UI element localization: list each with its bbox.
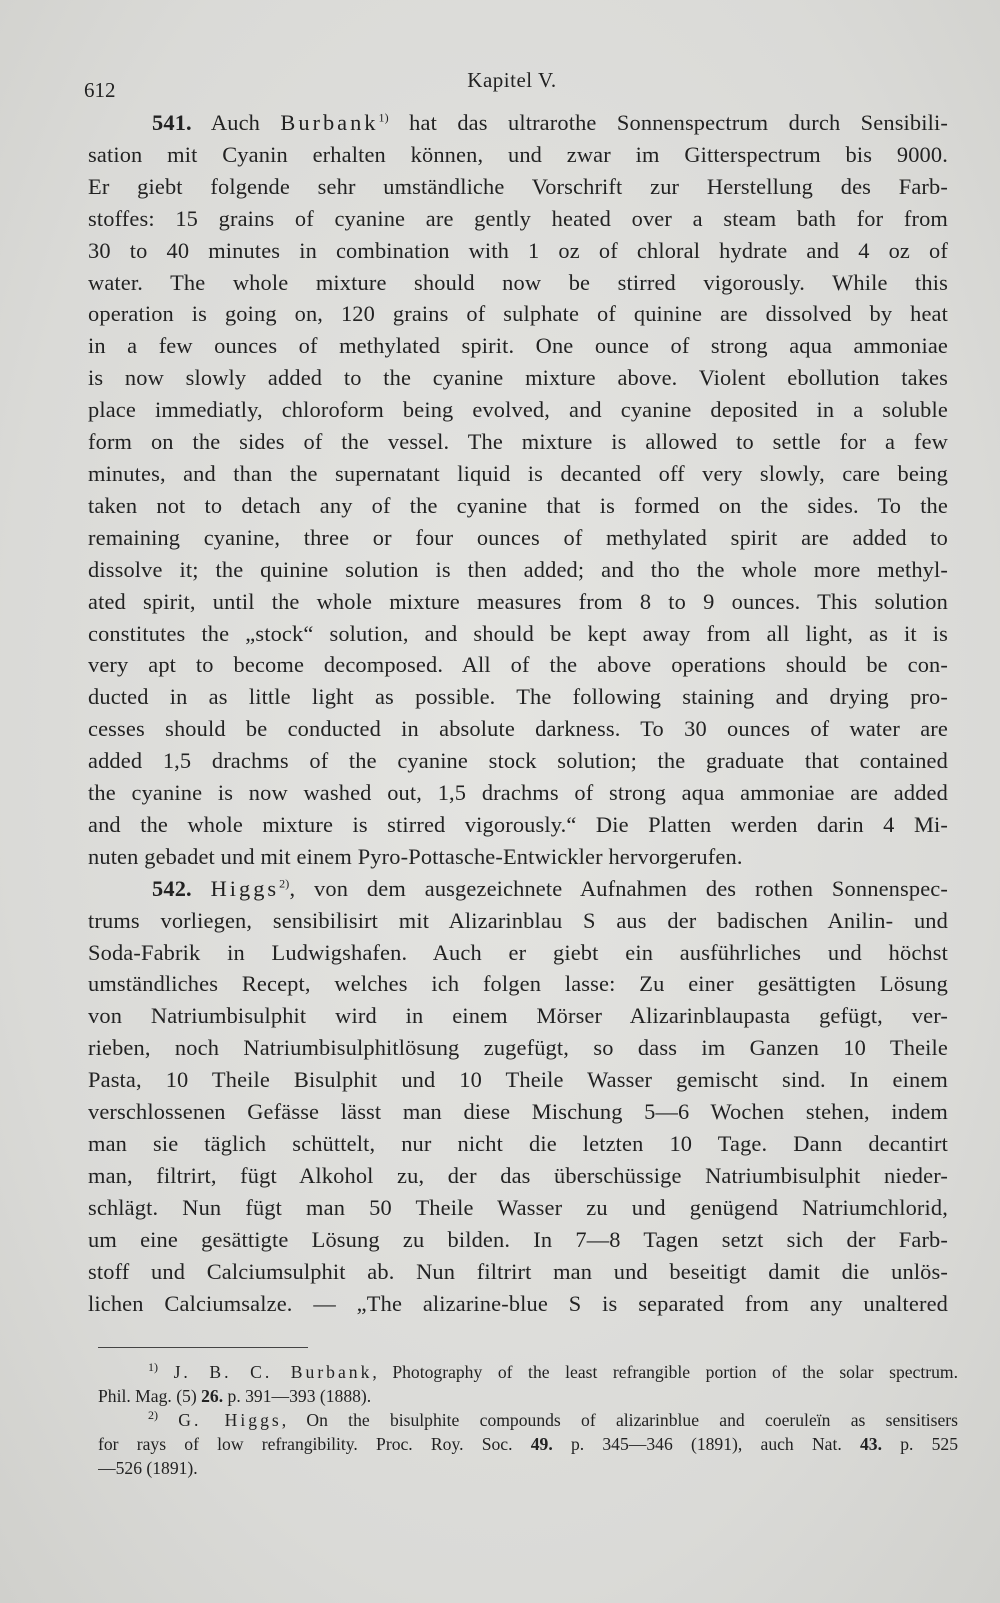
footnote-divider xyxy=(98,1347,308,1348)
footnote-2-title: , On the bisulphite compounds of alizarinblue and coeruleïn as sensitisers xyxy=(281,1410,958,1430)
page-number: 612 xyxy=(84,78,116,102)
text-line: and the whole mixture is stirred vigorously.“ Die Platten werden darin 4 Mi- xyxy=(88,811,948,837)
text-line: remaining cyanine, three or four ounces of methylated spirit are added to xyxy=(88,524,948,550)
section-541-lead: Auch xyxy=(210,110,261,135)
footnote-1-line-1 xyxy=(98,1360,958,1384)
footnote-1-author: J. B. C. Burbank xyxy=(173,1362,373,1382)
section-541-lead-rest: hat das ultrarothe Sonnenspectrum durch Sensibili- xyxy=(409,110,948,135)
text-line: lichen Calciumsalze. — „The alizarine-blue S is separated from any unaltered xyxy=(88,1290,948,1316)
author-burbank: Burbank xyxy=(280,110,379,135)
text-line: rieben, noch Natriumbisulphitlösung zugefügt, so dass im Ganzen 10 Theile xyxy=(88,1035,948,1061)
footnote-2-journal: for rays of low refrangibility. Proc. Roy. Soc. xyxy=(98,1434,531,1454)
footnote-1-line-2 xyxy=(98,1384,958,1408)
text-line: Soda-Fabrik in Ludwigshafen. Auch er giebt ein ausführliches und höchst xyxy=(88,939,948,965)
footnote-1-journal: Phil. Mag. (5) xyxy=(98,1386,202,1406)
text-line: trums vorliegen, sensibilisirt mit Alizarinblau S aus der badischen Anilin- und xyxy=(88,907,948,933)
footnote-2-author: G. Higgs xyxy=(178,1410,282,1430)
footnote-2-pages-2: p. 525 xyxy=(881,1434,958,1454)
text-line: nuten gebadet und mit einem Pyro-Pottasche-Entwickler hervorgerufen. xyxy=(88,843,743,869)
text-line: verschlossenen Gefässe lässt man diese Mischung 5—6 Wochen stehen, indem xyxy=(88,1099,948,1125)
running-head: Kapitel V. xyxy=(467,68,557,92)
text-line: minutes, and than the supernatant liquid is decanted off very slowly, care being xyxy=(88,460,948,486)
page-header xyxy=(84,68,940,102)
footnote-2-volume: 49. xyxy=(530,1434,553,1454)
text-line: form on the sides of the vessel. The mixture is allowed to settle for a few xyxy=(88,429,948,455)
text-line: cesses should be conducted in absolute darkness. To 30 ounces of water are xyxy=(88,716,948,742)
text-line: sation mit Cyanin erhalten können, und zwar im Gitterspectrum bis 9000. xyxy=(88,141,948,167)
text-line: taken not to detach any of the cyanine that is formed on the sides. To the xyxy=(88,492,948,518)
author-higgs: Higgs xyxy=(210,875,280,901)
text-line: um eine gesättigte Lösung zu bilden. In 7—8 Tagen setzt sich der Farb- xyxy=(88,1226,948,1252)
footnote-1-volume: 26. xyxy=(201,1386,224,1406)
text-line: ated spirit, until the whole mixture measures from 8 to 9 ounces. This solution xyxy=(88,588,948,614)
text-line: man sie täglich schüttelt, nur nicht die letzten 10 Tage. Dann decantirt xyxy=(88,1131,948,1156)
text-line: the cyanine is now washed out, 1,5 drachms of strong aqua ammoniae are added xyxy=(88,780,948,806)
text-line: Pasta, 10 Theile Bisulphit und 10 Theile Wasser gemischt sind. In einem xyxy=(88,1067,948,1093)
section-number-541: 541. xyxy=(152,110,192,135)
text-line: ducted in as little light as possible. The following staining and drying pro- xyxy=(88,684,948,710)
text-line: umständliches Recept, welches ich folgen lasse: Zu einer gesättigten Lösung xyxy=(88,971,948,997)
body-text xyxy=(88,107,948,1319)
text-line: operation is going on, 120 grains of sulphate of quinine are dissolved by heat xyxy=(88,301,948,327)
footnote-ref-1: 1) xyxy=(378,110,389,125)
footnote-1-pages: p. 391—393 (1888). xyxy=(223,1386,372,1406)
footnotes xyxy=(98,1360,958,1480)
text-line: dissolve it; the quinine solution is then added; and tho the whole more methyl- xyxy=(88,556,948,582)
text-line: stoffes: 15 grains of cyanine are gently heated over a steam bath for from xyxy=(88,205,948,231)
text-line: in a few ounces of methylated spirit. One ounce of strong aqua ammoniae xyxy=(88,333,948,359)
text-line: water. The whole mixture should now be stirred vigorously. While this xyxy=(88,269,948,295)
footnote-1-mark: 1) xyxy=(148,1360,158,1375)
text-line: 30 to 40 minutes in combination with 1 oz of chloral hydrate and 4 oz of xyxy=(88,237,948,263)
footnote-2-line-3: —526 (1891). xyxy=(98,1458,198,1478)
section-542-lead-rest: , von dem ausgezeichnete Aufnahmen des rothen Sonnenspec- xyxy=(289,875,948,901)
text-line: man, filtrirt, fügt Alkohol zu, der das überschüssige Natriumbisulphit nieder- xyxy=(88,1162,948,1188)
footnote-1-title: , Photography of the least refrangible portion of the solar spectrum. xyxy=(372,1362,958,1382)
footnote-2-volume-2: 43. xyxy=(859,1434,882,1454)
text-line: constitutes the „stock“ solution, and should be kept away from all light, as it is xyxy=(88,620,948,646)
footnote-2-pages: p. 345—346 (1891), auch Nat. xyxy=(552,1434,860,1454)
footnote-2-line-2 xyxy=(98,1432,958,1456)
text-line: schlägt. Nun fügt man 50 Theile Wasser zu und genügend Natriumchlorid, xyxy=(88,1194,948,1220)
footnote-ref-2: 2) xyxy=(279,876,290,891)
text-line: stoff und Calciumsulphit ab. Nun filtrirt man und beseitigt damit die unlös- xyxy=(88,1258,948,1284)
text-line: very apt to become decomposed. All of the above operations should be con- xyxy=(88,652,948,678)
text-line: von Natriumbisulphit wird in einem Mörser Alizarinblaupasta gefügt, ver- xyxy=(88,1003,948,1029)
text-line: is now slowly added to the cyanine mixture above. Violent ebollution takes xyxy=(88,365,948,391)
text-line: Er giebt folgende sehr umständliche Vorschrift zur Herstellung des Farb- xyxy=(88,173,948,199)
section-number-542: 542. xyxy=(152,875,192,901)
text-line: place immediatly, chloroform being evolved, and cyanine deposited in a soluble xyxy=(88,397,948,423)
footnote-2-line-1 xyxy=(98,1408,958,1432)
footnote-2-mark: 2) xyxy=(148,1408,158,1423)
section-542-first-line xyxy=(88,873,948,905)
section-541-first-line xyxy=(88,107,948,139)
text-line: added 1,5 drachms of the cyanine stock solution; the graduate that contained xyxy=(88,748,948,774)
